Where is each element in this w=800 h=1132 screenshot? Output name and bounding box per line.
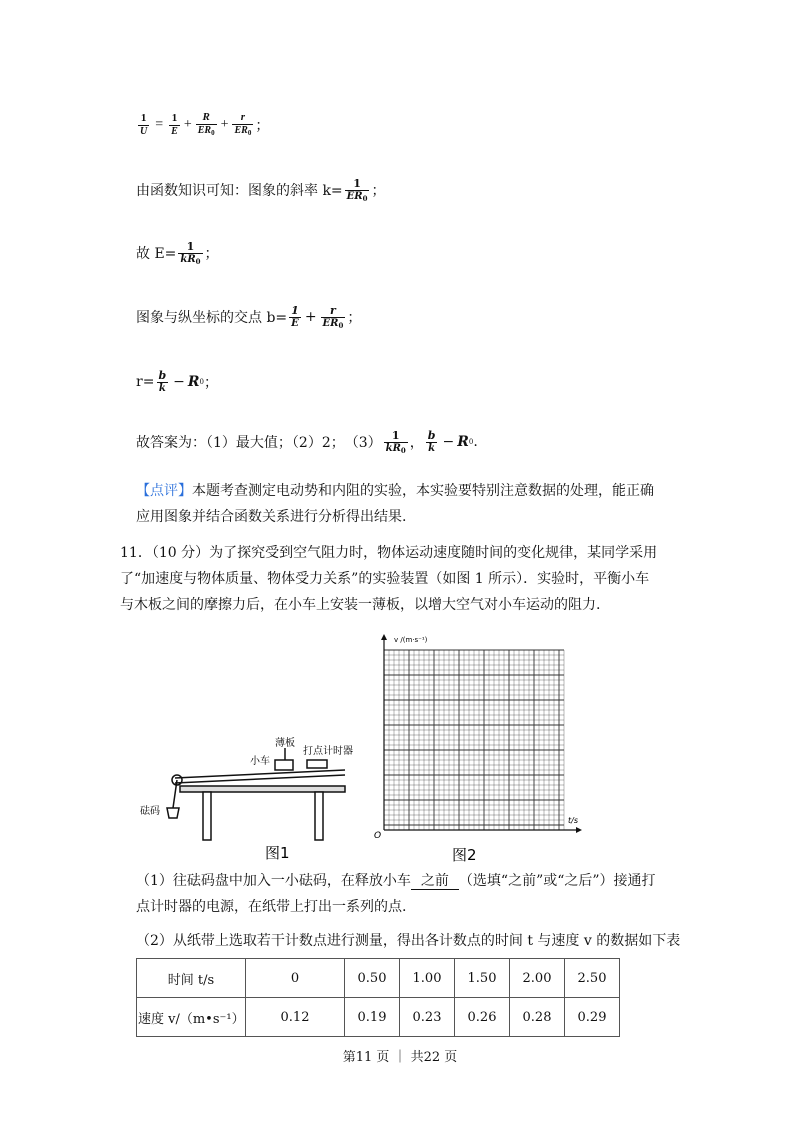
- label-board: 薄板: [275, 738, 295, 749]
- answer-text: 故答案为：（1）最大值；（2）2； （3）: [136, 435, 382, 451]
- label-y-axis: v /(m·s⁻¹): [394, 636, 428, 644]
- label-cart: 小车: [250, 756, 270, 767]
- table-row: [137, 959, 620, 998]
- question-11-text: 11．（10 分）为了探究受到空气阻力时，物体运动速度随时间的变化规律，某同学采用了“加速度与物体质量、物体受力关系”的实验装置（如图 1 所示）．实验时，平衡小车与木板之间的摩擦力后，在小车上安装一薄板，以增大空气对小车运动的阻力.: [120, 545, 658, 613]
- table-cell: 0.28: [510, 998, 565, 1037]
- frac-num: 1: [171, 111, 178, 124]
- subscript: 0: [338, 321, 344, 330]
- sub1-answer-blank: 之前: [411, 873, 459, 890]
- frac-num: b: [158, 369, 167, 382]
- frac-den: ER: [234, 125, 248, 136]
- semicolon: ；: [371, 183, 386, 199]
- subscript: 0: [195, 257, 201, 266]
- comment-text: 本题考查测定电动势和内阻的实验，本实验要特别注意数据的处理，能正确应用图象并结合函数关系进行分析得出结果.: [136, 483, 654, 525]
- slope-line: [136, 178, 385, 202]
- E-line: [136, 241, 219, 265]
- page-number: 第11 页 ｜ 共22 页: [342, 1050, 458, 1065]
- y-axis-arrow: [381, 634, 387, 640]
- R-symbol: R: [187, 374, 200, 390]
- caption-figure-2: 图2: [452, 846, 477, 864]
- figure-1-apparatus: [135, 728, 365, 868]
- table-cell: 0: [246, 959, 345, 998]
- frac-num: r: [240, 111, 246, 123]
- sub-question-2: [136, 928, 681, 954]
- table-cell: 速度 v/（m•s⁻¹）: [137, 998, 246, 1037]
- frac-num: 1: [291, 304, 299, 317]
- semicolon: ；: [203, 375, 218, 391]
- frac-den: ER: [197, 125, 212, 136]
- table-cell: 0.23: [400, 998, 455, 1037]
- frac-num: R: [202, 111, 210, 123]
- figure-2-grid: [368, 632, 590, 864]
- period: .: [473, 434, 478, 450]
- label-timer: 打点计时器: [303, 746, 353, 757]
- semicolon: ；: [255, 118, 270, 134]
- subscript: 0: [199, 378, 204, 386]
- table-top: [180, 786, 345, 792]
- table-cell: 0.12: [246, 998, 345, 1037]
- subscript: 0: [468, 438, 474, 446]
- table-cell: 时间 t/s: [137, 959, 246, 998]
- table-cell: 2.00: [510, 959, 565, 998]
- x-axis-arrow: [576, 827, 582, 833]
- question-11: [120, 540, 662, 618]
- frac-num: 1: [353, 177, 361, 190]
- caption-figure-1: 图1: [265, 844, 290, 862]
- E-text: 故 E=: [136, 246, 177, 262]
- frac-den: E: [291, 318, 299, 329]
- sub1-text-before: （1）往砝码盘中加入一小砝码，在释放小车: [136, 873, 411, 889]
- table-cell: 0.26: [455, 998, 510, 1037]
- label-weight: 砝码: [140, 806, 160, 817]
- table-row: [137, 998, 620, 1037]
- table-cell: 2.50: [565, 959, 620, 998]
- weight-pan: [167, 808, 179, 818]
- sub2-text: （2）从纸带上选取若干计数点进行测量，得出各计数点的时间 t 与速度 v 的数据如下表: [136, 933, 681, 949]
- subscript: 0: [400, 446, 406, 455]
- sub-question-1: [136, 868, 662, 920]
- equals: =: [155, 116, 164, 132]
- semicolon: ；: [204, 246, 219, 262]
- r-line: [136, 370, 218, 394]
- data-table: [136, 958, 620, 1037]
- subscript: 0: [362, 194, 368, 203]
- timer-body: [307, 760, 327, 768]
- sub1-text-after: （选填“之前”或“之后”）接通打点计时器的电源，在纸带上打出一系列的点.: [136, 873, 656, 915]
- cart-body: [275, 760, 293, 770]
- frac-num: 1: [186, 240, 195, 253]
- frac-num: 1: [391, 429, 400, 442]
- plus: +: [220, 116, 229, 132]
- b-line: [136, 305, 361, 329]
- frac-num: 1: [140, 111, 147, 124]
- frac-den: ER: [322, 318, 339, 329]
- minus: −: [442, 434, 455, 450]
- b-text: 图象与纵坐标的交点 b=: [136, 310, 288, 326]
- label-origin: O: [374, 831, 382, 841]
- comment-tag: 【点评】: [136, 483, 192, 499]
- subscript: 0: [211, 129, 215, 137]
- table-cell: 1.50: [455, 959, 510, 998]
- table-cell: 0.50: [345, 959, 400, 998]
- comment-paragraph: [136, 478, 662, 530]
- plus: +: [183, 116, 192, 132]
- minus: −: [173, 374, 185, 390]
- table-cell: 0.19: [345, 998, 400, 1037]
- frac-num: b: [427, 429, 436, 442]
- grid-lines: [381, 634, 582, 833]
- frac-den: ER: [346, 191, 363, 202]
- frac-den: E: [171, 125, 178, 137]
- frac-den: k: [428, 443, 436, 454]
- frac-den: kR: [180, 254, 196, 265]
- table-cell: 1.00: [400, 959, 455, 998]
- subscript: 0: [247, 129, 252, 137]
- table-cell: 0.29: [565, 998, 620, 1037]
- label-x-axis: t/s: [568, 816, 578, 825]
- frac-den: k: [158, 383, 166, 394]
- table-leg-right: [315, 792, 323, 840]
- slope-text: 由函数知识可知：图象的斜率 k=: [136, 183, 343, 199]
- frac-num: r: [330, 304, 336, 317]
- frac-den: kR: [385, 443, 401, 454]
- frac-den: U: [140, 125, 148, 137]
- r-text: r=: [136, 374, 155, 390]
- comma: ，: [409, 435, 424, 451]
- plus: +: [304, 309, 317, 325]
- semicolon: ；: [347, 310, 362, 326]
- page-footer: [0, 1046, 800, 1065]
- table-leg-left: [203, 792, 211, 840]
- R-symbol: R: [457, 434, 469, 450]
- formula-1-over-U: [136, 112, 269, 137]
- answer-line: [136, 430, 478, 454]
